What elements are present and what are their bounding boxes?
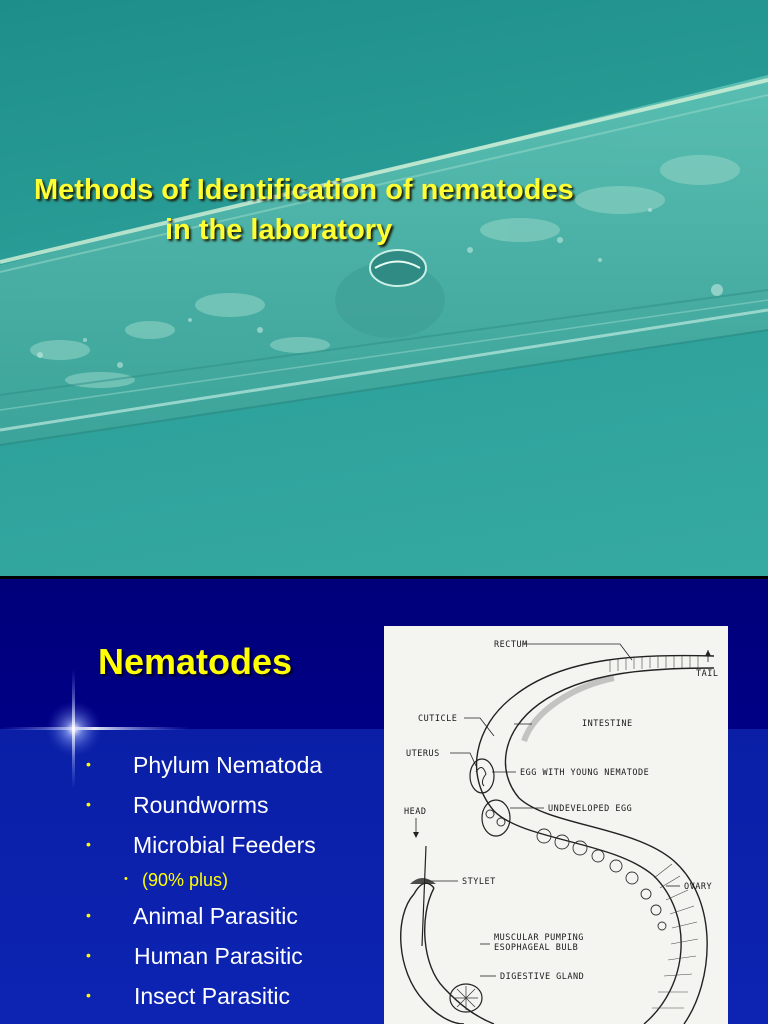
bullet-marker: •: [86, 756, 91, 772]
label-tail: TAIL: [696, 669, 719, 679]
label-uterus: UTERUS: [406, 749, 440, 759]
sub-bullet-text: (90% plus): [142, 870, 229, 890]
label-intestine: INTESTINE: [582, 719, 633, 729]
bullet-marker: •: [86, 836, 91, 852]
label-cuticle: CUTICLE: [418, 714, 458, 724]
label-egg-young: EGG WITH YOUNG NEMATODE: [520, 768, 650, 778]
title-line-1: Methods of Identification of nematodes: [34, 174, 574, 206]
bullet-text: Roundworms: [133, 792, 269, 818]
bullet-text: Animal Parasitic: [133, 903, 298, 929]
bullet-marker: •: [86, 907, 91, 923]
bullet-text: Phylum Nematoda: [133, 752, 323, 778]
slide-nematodes: [0, 579, 768, 1024]
bullet-marker: •: [86, 947, 91, 963]
slide2-title: Nematodes: [98, 641, 293, 682]
label-bulb-line2: ESOPHAGEAL BULB: [494, 943, 579, 953]
label-rectum: RECTUM: [494, 640, 528, 650]
anatomy-illustration: [384, 626, 728, 1024]
title-line-2: in the laboratory: [165, 214, 393, 246]
label-stylet: STYLET: [462, 877, 496, 887]
bullet-text: Microbial Feeders: [133, 832, 316, 858]
label-bulb-line1: MUSCULAR PUMPING: [494, 933, 584, 943]
label-ovary: OVARY: [684, 882, 713, 892]
bullet-marker: •: [86, 987, 91, 1003]
bullet-text: Insect Parasitic: [134, 983, 290, 1009]
bullet-marker: •: [124, 873, 128, 885]
nematode-anatomy-diagram: [384, 626, 728, 1024]
bullet-marker: •: [86, 796, 91, 812]
bullet-text: Human Parasitic: [134, 943, 303, 969]
bullet-list: [0, 579, 380, 1024]
label-undeveloped-egg: UNDEVELOPED EGG: [548, 804, 633, 814]
label-head: HEAD: [404, 807, 427, 817]
label-digestive-gland: DIGESTIVE GLAND: [500, 972, 585, 982]
